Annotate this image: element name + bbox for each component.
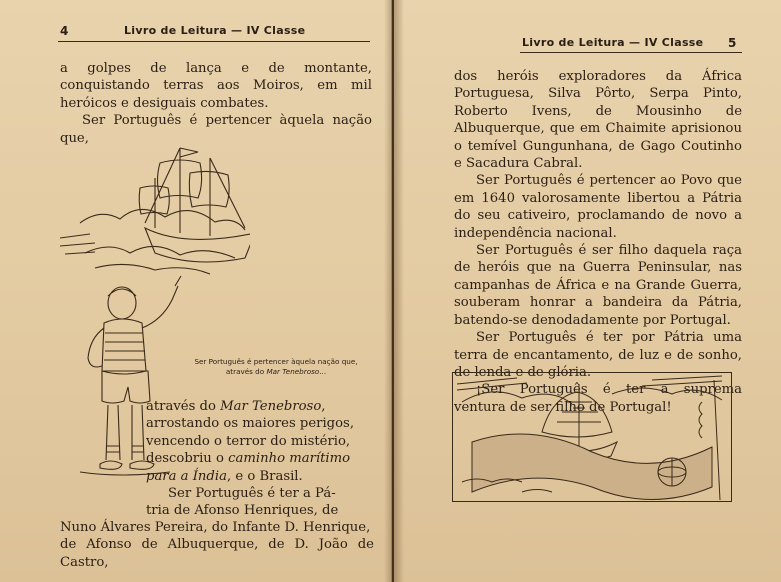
right-paragraph-5: ¡Ser Português é ter a suprema ventura de ser filho de Portugal! <box>454 382 742 415</box>
col-line-3: vencendo o terror do mistério, <box>146 433 351 449</box>
illustration-caption <box>168 357 384 377</box>
right-paragraph-2: Ser Português é pertencer ao Povo que em 1640 valorosamente libertou a Pátria do seu cativeiro, proclamando de novo a independência nacional. <box>454 173 742 241</box>
caption-line-2-a: através do <box>225 367 265 376</box>
full-line-2: de Afonso de Albuquerque, de D. João de Castro, <box>60 537 374 570</box>
right-page-header: Livro de Leitura — IV Classe <box>522 36 704 49</box>
caption-line-2-b: Mar Tenebroso <box>266 367 320 376</box>
caravel-and-flag-illustration <box>452 372 732 502</box>
right-page <box>394 0 781 582</box>
full-line-1: Nuno Álvares Pereira, do Infante D. Henrique, <box>60 520 371 535</box>
col-line-4 <box>146 450 374 467</box>
left-header-rule <box>58 41 370 42</box>
left-bottom-text <box>60 519 374 571</box>
col-line-7: tria de Afonso Henriques, de <box>146 503 339 519</box>
left-page-number: 4 <box>60 24 69 38</box>
col-line-1-c: , <box>321 399 326 414</box>
right-header-rule <box>520 52 742 53</box>
left-paragraph-1: a golpes de lança e de montante, conquistando terras aos Moiros, em mil heróicos e desiguais combates. <box>60 61 372 111</box>
left-page-header: Livro de Leitura — IV Classe <box>124 24 306 37</box>
caption-line-2 <box>168 367 384 377</box>
caption-line-1: Ser Português é pertencer àquela nação que, <box>194 357 358 366</box>
col-line-5-b: , e o Brasil. <box>226 468 303 484</box>
col-line-2: arrostando os maiores perigos, <box>146 416 355 432</box>
right-paragraph-3: Ser Português é ser filho daquela raça de heróis que na Guerra Peninsular, nas campanhas de África e na Grande Guerra, souberam honrar a bandeira da Pátria, batendo-se denodadamente por Portugal. <box>454 243 742 328</box>
book-gutter <box>384 0 404 582</box>
right-paragraph-4: Ser Português é ter por Pátria uma terra de encantamento, de luz e de sonho, de lenda e de glória. <box>454 330 742 380</box>
caption-line-2-c: ... <box>319 367 327 376</box>
right-paragraph-1: dos heróis exploradores da África Portuguesa, Silva Pôrto, Serpa Pinto, Roberto Ivens, de Mousinho de Albuquerque, que em Chaimite aprisionou o temível Gungunhana, de Gago Coutinho e Sacadura Cabral. <box>454 69 742 172</box>
left-column-text <box>146 398 374 520</box>
left-paragraph-2-start: Ser Português é pertencer àquela nação que, <box>60 113 372 146</box>
col-line-5-a: para a Índia <box>146 468 227 484</box>
right-page-number: 5 <box>728 36 737 50</box>
col-line-1-b: Mar Tenebroso <box>220 399 322 414</box>
col-line-4-a: descobriu o <box>146 451 224 467</box>
right-body-text <box>454 68 742 416</box>
col-line-4-b: caminho marítimo <box>228 451 351 467</box>
col-line-1 <box>146 398 374 415</box>
col-line-6: Ser Português é ter a Pá- <box>168 486 336 502</box>
col-line-5 <box>146 468 374 485</box>
col-line-1-a: através do <box>146 399 216 414</box>
